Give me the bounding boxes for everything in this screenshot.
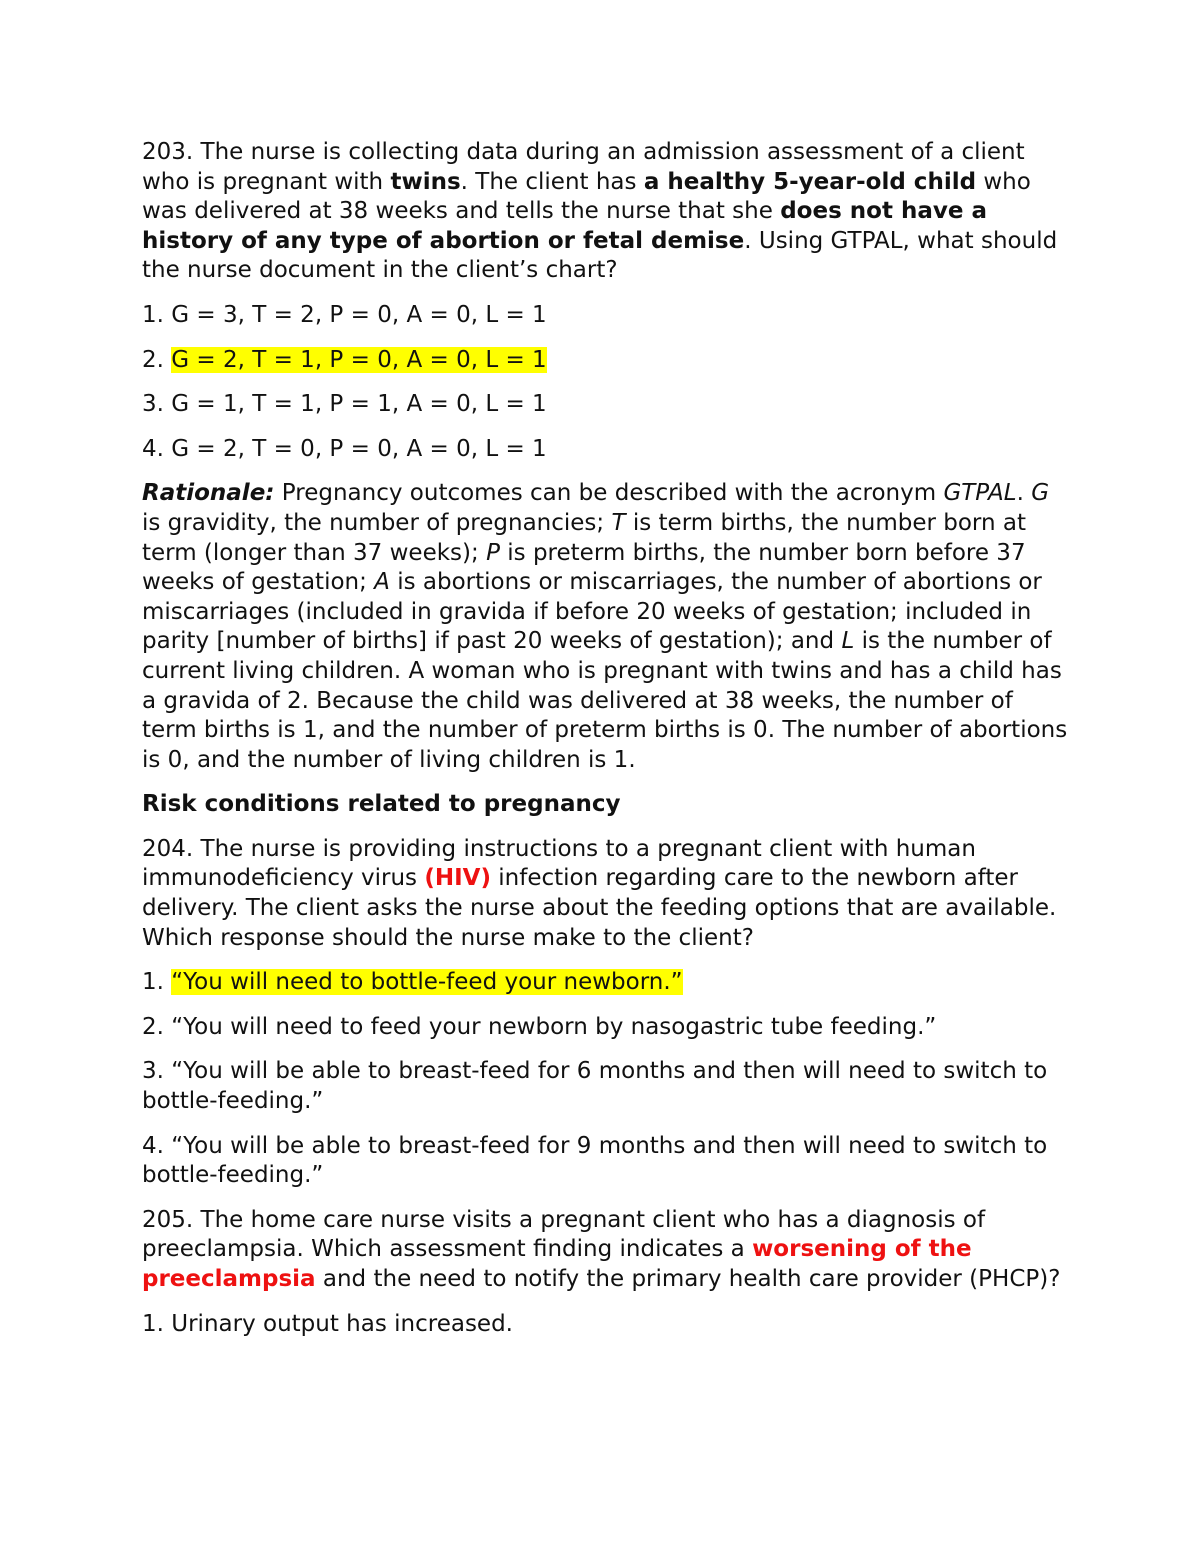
stem-text: . Using GTPAL, what should the nurse document in the client’s chart?	[142, 227, 1058, 284]
rationale-text: Pregnancy outcomes can be described with the acronym	[274, 480, 944, 507]
q205-option-1	[142, 1310, 1072, 1340]
rationale-label: Rationale:	[142, 480, 275, 507]
q204-option-1-correct	[142, 968, 1072, 998]
q203-option-4	[142, 435, 1072, 465]
bold-no-abortion-history: does not have a history of any type of abortion or fetal demise	[142, 198, 987, 254]
rationale-italic: A	[374, 569, 390, 596]
option-number: 4.	[142, 435, 172, 462]
section-heading-text: Risk conditions related to pregnancy	[142, 791, 621, 818]
section-heading	[142, 790, 1072, 820]
red-bold-hiv: (HIV)	[424, 865, 491, 892]
rationale-text: .	[1016, 480, 1032, 507]
stem-text: . The client has	[460, 168, 644, 195]
stem-text: 204. The nurse is providing instructions to a pregnant client with human immunodeficiency virus	[142, 835, 976, 892]
stem-text: and the need to notify the primary health care provider (PHCP)?	[315, 1266, 1061, 1292]
q204-option-4	[142, 1132, 1072, 1191]
question-204-stem	[142, 835, 1072, 953]
option-text: G = 2, T = 0, P = 0, A = 0, L = 1	[171, 435, 547, 462]
stem-text: infection regarding care to the newborn after delivery. The client asks the nurse about the feeding options that are available. Which response should the nurse make to the client?	[142, 865, 1057, 951]
option-text: “You will be able to breast-feed for 9 months and then will need to switch to bottle-feeding.”	[142, 1132, 1048, 1189]
option-number: 2.	[142, 1013, 172, 1040]
option-number: 3.	[142, 1058, 172, 1085]
rationale-text: is gravidity, the number of pregnancies;	[142, 509, 612, 536]
rationale-text: is the number of current living children. A woman who is pregnant with twins and has a child has a gravida of 2. Because the child was delivered at 38 weeks, the number of term births is 1, and the number of preterm births is 0. The number of abortions is 0, and the number of living children is 1.	[142, 628, 1068, 773]
rationale-text: is abortions or miscarriages, the number of abortions or miscarriages (included in gravida if before 20 weeks of gestation; included in parity [number of births] if past 20 weeks of gestation); and	[142, 569, 1042, 655]
question-205-stem	[142, 1206, 1072, 1295]
option-text: “You will need to feed your newborn by nasogastric tube feeding.”	[171, 1013, 937, 1040]
bold-healthy-child: a healthy 5-year-old child	[643, 168, 977, 195]
option-text: G = 1, T = 1, P = 1, A = 0, L = 1	[171, 391, 547, 418]
stem-text: who was delivered at 38 weeks and tells the nurse that she	[142, 168, 1031, 225]
option-number: 1.	[142, 1310, 172, 1337]
q203-option-2-correct	[142, 346, 1072, 376]
option-number: 2.	[142, 346, 172, 373]
rationale-italic: G	[1031, 480, 1050, 507]
option-number: 1.	[142, 301, 172, 328]
q203-option-3	[142, 390, 1072, 420]
option-number: 1.	[142, 969, 172, 996]
rationale-italic: GTPAL	[943, 480, 1017, 507]
stem-text: 203. The nurse is collecting data during an admission assessment of a client who is pregnant with	[142, 139, 1025, 195]
rationale-italic: L	[841, 628, 855, 655]
question-203-stem	[142, 138, 1072, 286]
option-text-highlighted: “You will need to bottle-feed your newborn.”	[171, 969, 683, 996]
rationale-italic: T	[611, 509, 626, 536]
option-number: 4.	[142, 1132, 172, 1159]
q204-option-3	[142, 1057, 1072, 1116]
option-number: 3.	[142, 391, 172, 418]
document-body	[142, 138, 1072, 1354]
rationale-italic: P	[486, 539, 500, 566]
rationale-paragraph	[142, 479, 1072, 775]
option-text: Urinary output has increased.	[171, 1310, 513, 1337]
red-bold-worsening-preeclampsia: worsening of the preeclampsia	[142, 1236, 972, 1292]
option-text-highlighted: G = 2, T = 1, P = 0, A = 0, L = 1	[171, 346, 547, 373]
option-text: “You will be able to breast-feed for 6 months and then will need to switch to bottle-feeding.”	[142, 1058, 1048, 1115]
rationale-text: is term births, the number born at term (longer than 37 weeks);	[142, 509, 1026, 566]
rationale-text: is preterm births, the number born before 37 weeks of gestation;	[142, 539, 1026, 596]
q204-option-2	[142, 1013, 1072, 1043]
stem-text: 205. The home care nurse visits a pregnant client who has a diagnosis of preeclampsia. Which assessment finding indicates a	[142, 1206, 986, 1263]
bold-twins: twins	[390, 168, 461, 195]
q203-option-1	[142, 301, 1072, 331]
option-text: G = 3, T = 2, P = 0, A = 0, L = 1	[171, 301, 547, 328]
